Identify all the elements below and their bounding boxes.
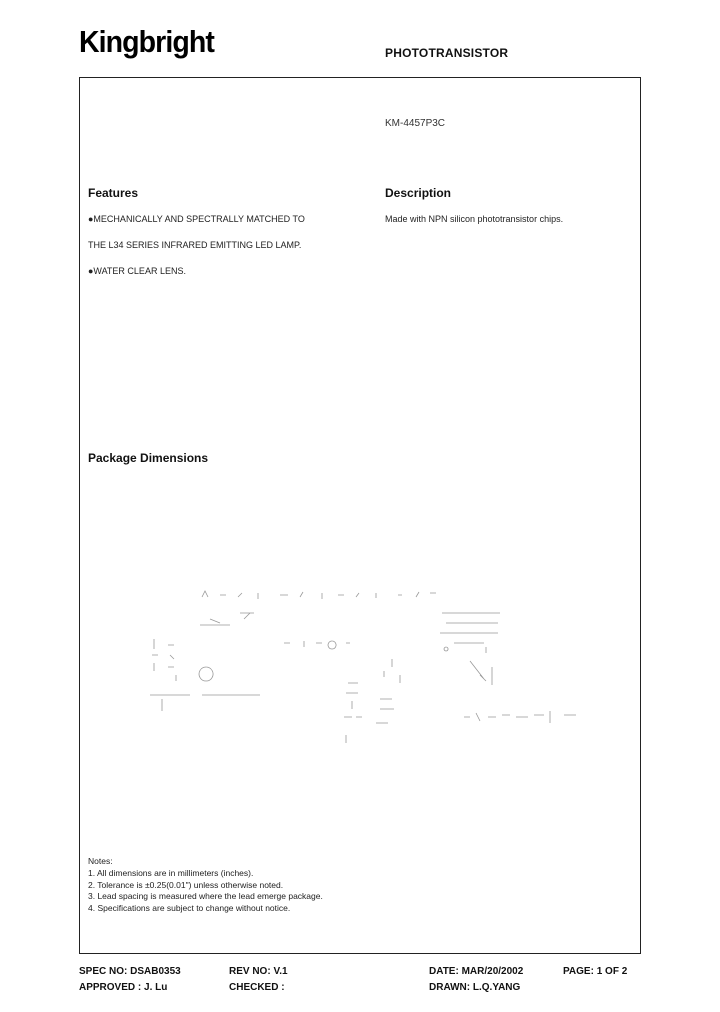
notes-section	[88, 856, 323, 915]
feature-item-2: THE L34 SERIES INFRARED EMITTING LED LAMP.	[88, 240, 302, 250]
description-heading: Description	[385, 186, 452, 200]
package-dimensions-drawing	[140, 575, 600, 750]
note-item-2: 2. Tolerance is ±0.25(0.01") unless otherwise noted.	[88, 879, 284, 890]
date: DATE: MAR/20/2002	[429, 966, 524, 977]
spec-number: SPEC NO: DSAB0353	[79, 966, 181, 977]
note-item-1: 1. All dimensions are in millimeters (inches).	[88, 867, 254, 878]
content-frame	[79, 77, 641, 954]
revision-number: REV NO: V.1	[229, 966, 288, 977]
description-text: Made with NPN silicon phototransistor chips.	[385, 214, 564, 224]
note-item-3: 3. Lead spacing is measured where the lead emerge package.	[88, 891, 323, 902]
package-dimensions-heading: Package Dimensions	[88, 451, 209, 465]
note-item-4: 4. Specifications are subject to change without notice.	[88, 903, 291, 914]
part-number: KM-4457P3C	[385, 118, 446, 129]
notes-title: Notes:	[88, 856, 113, 866]
features-heading: Features	[88, 186, 139, 200]
drawn-by: DRAWN: L.Q.YANG	[429, 982, 521, 993]
brand-logo: Kingbright	[79, 24, 214, 59]
feature-item-1: ●MECHANICALLY AND SPECTRALLY MATCHED TO	[88, 214, 305, 224]
page-number: PAGE: 1 OF 2	[563, 966, 628, 977]
feature-item-3: ●WATER CLEAR LENS.	[88, 266, 186, 276]
document-type: PHOTOTRANSISTOR	[385, 46, 509, 60]
approved-by: APPROVED : J. Lu	[79, 982, 168, 993]
checked-by: CHECKED :	[229, 982, 285, 993]
